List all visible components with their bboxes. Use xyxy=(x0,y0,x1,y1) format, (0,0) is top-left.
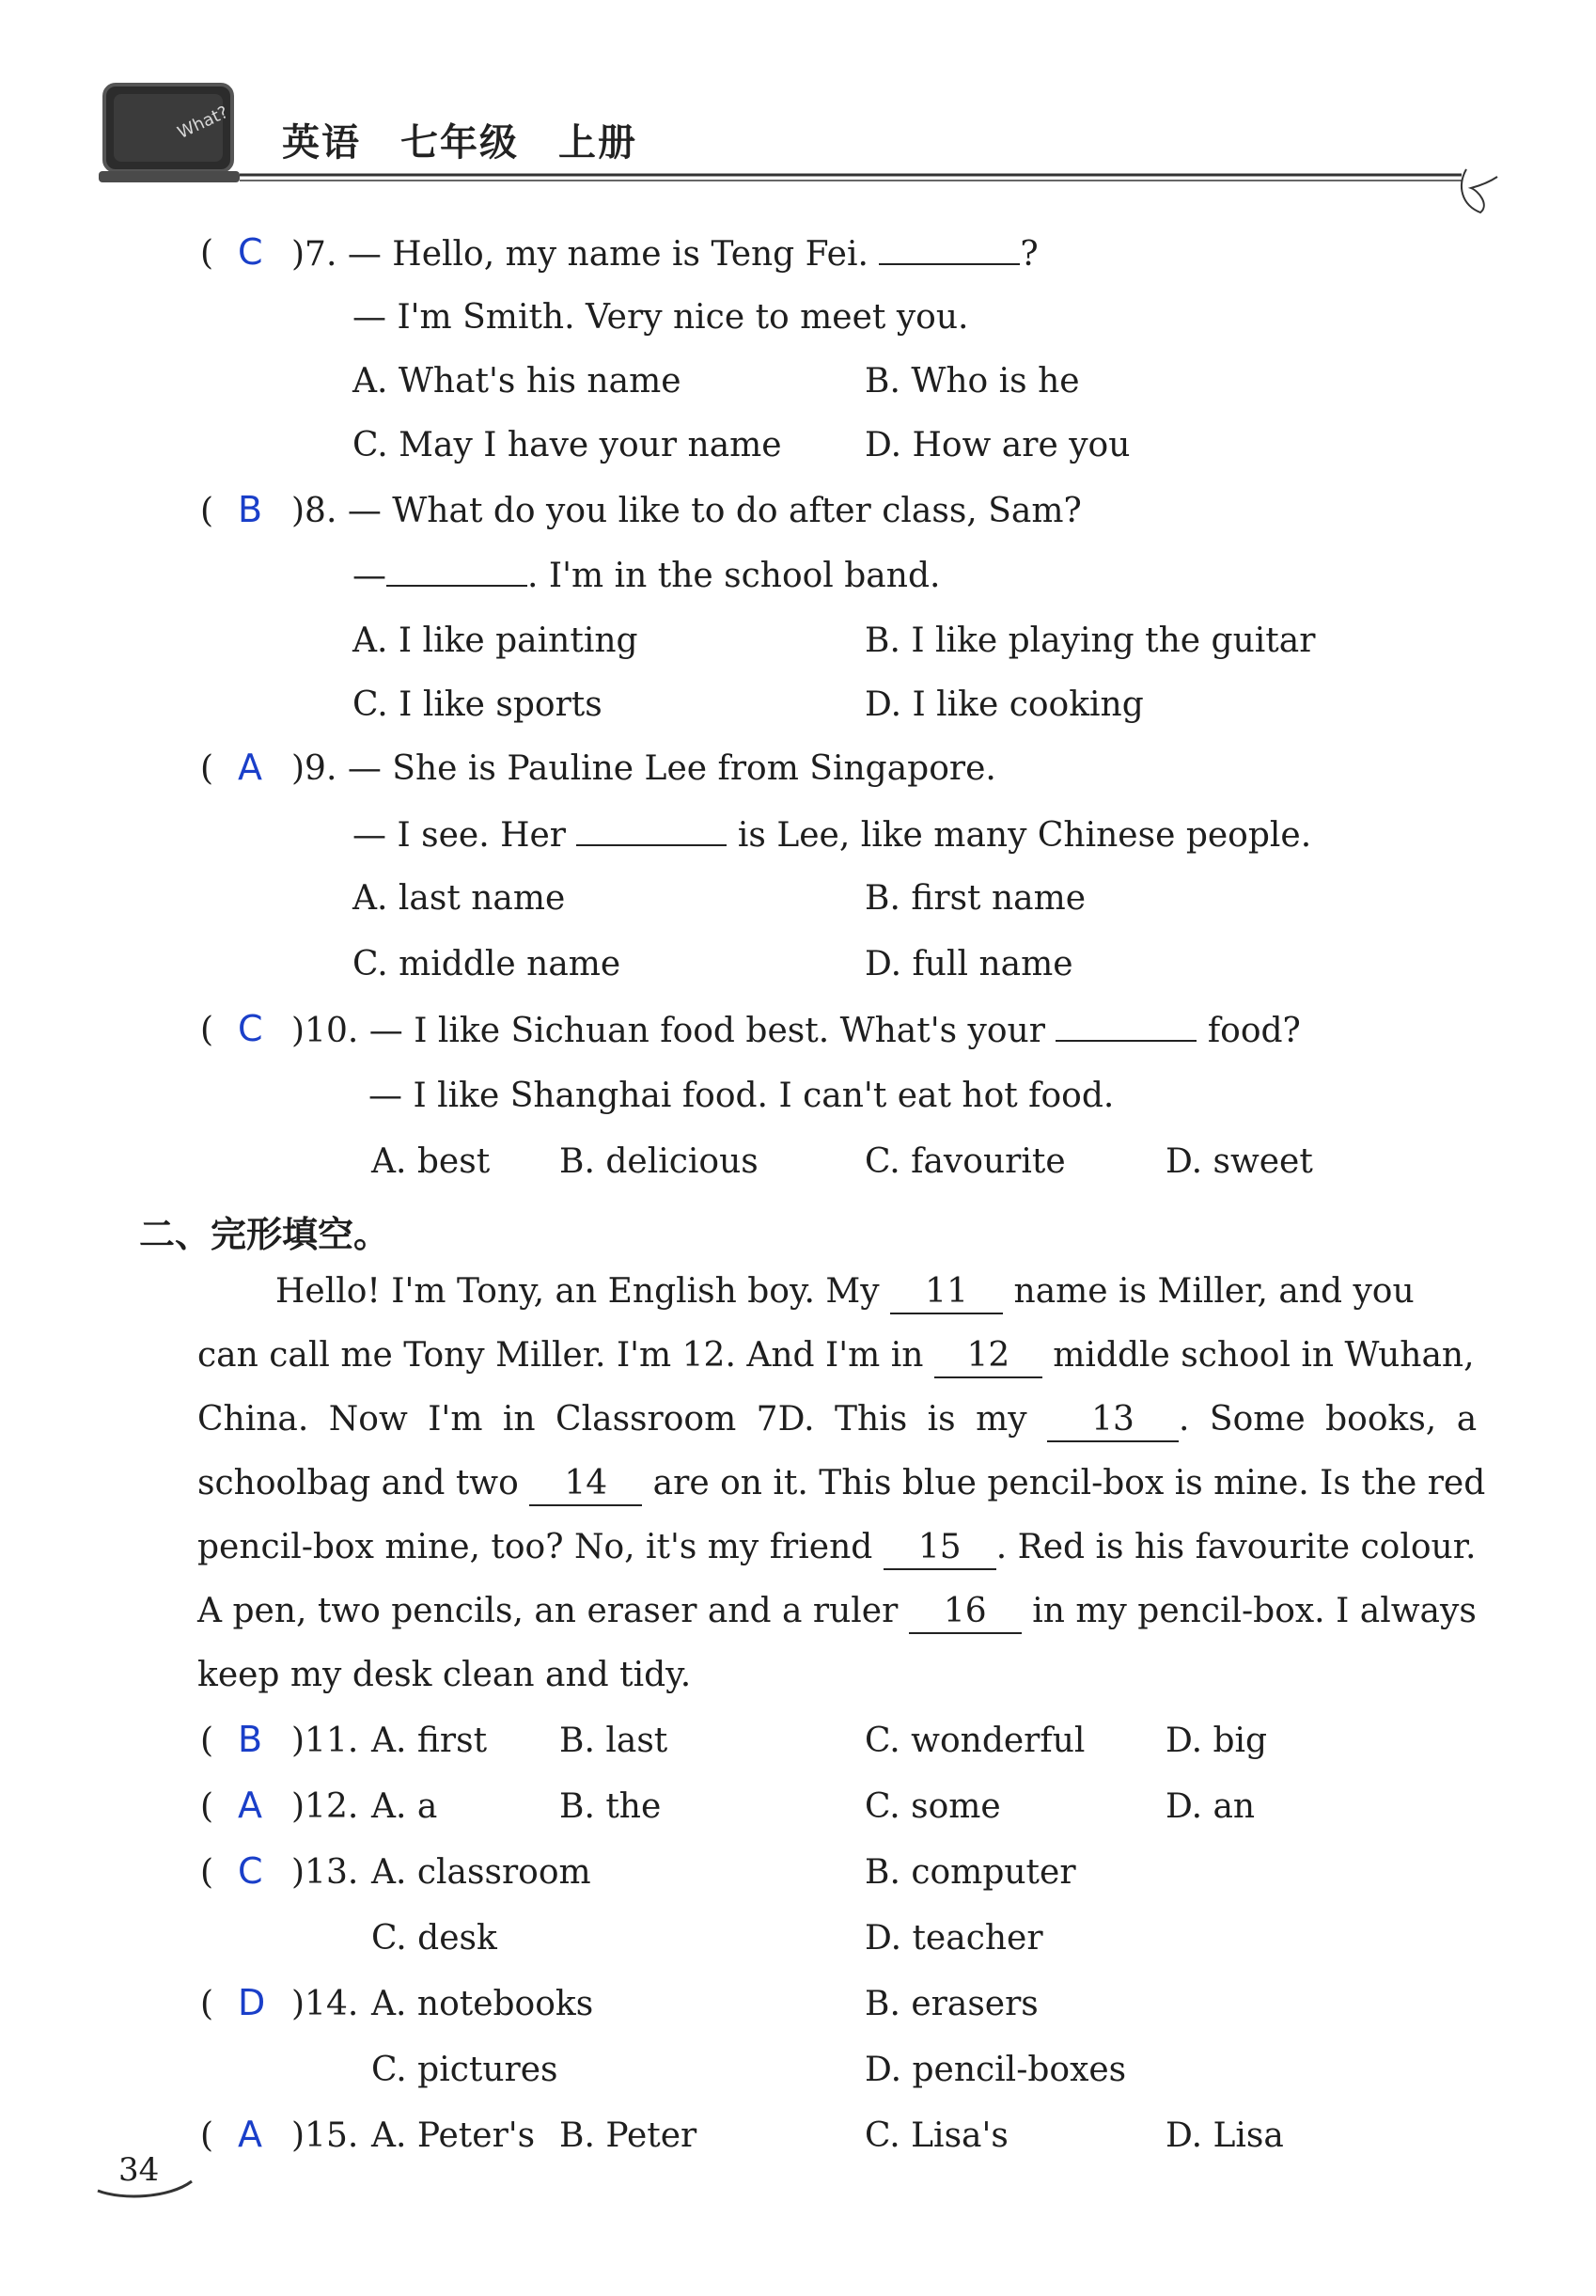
numbered-blank[interactable]: 14 xyxy=(529,1463,642,1506)
option[interactable]: B. computer xyxy=(865,1853,1076,1892)
answer-letter: A xyxy=(238,747,262,788)
answer-paren: ( xyxy=(200,1787,214,1826)
passage-line: can call me Tony Miller. I'm 12. And I'm in 12 middle school in Wuhan, xyxy=(197,1335,1475,1378)
answer-paren: ( xyxy=(200,2116,214,2155)
option[interactable]: B. first name xyxy=(865,879,1087,918)
question-number: )11. xyxy=(291,1722,359,1760)
answer-blank[interactable] xyxy=(879,233,1020,265)
answer-blank[interactable] xyxy=(1056,1010,1197,1042)
option[interactable]: A. What's his name xyxy=(352,362,681,401)
question-10-line2: — I like Shanghai food. I can't eat hot food. xyxy=(368,1077,1115,1115)
question-9-line2: — I see. Her is Lee, like many Chinese people. xyxy=(352,816,1312,855)
answer-paren: ( xyxy=(200,234,214,273)
option[interactable]: D. How are you xyxy=(865,426,1131,464)
answer-letter: C xyxy=(238,1850,263,1892)
option[interactable]: D. an xyxy=(1166,1787,1256,1826)
question-10-line1: )10. — I like Sichuan food best. What's your food? xyxy=(291,1012,1301,1050)
option[interactable]: D. sweet xyxy=(1166,1142,1313,1181)
option[interactable]: B. I like playing the guitar xyxy=(865,621,1316,660)
question-number: )15. xyxy=(291,2116,359,2155)
option[interactable]: D. teacher xyxy=(865,1919,1043,1958)
option[interactable]: A. I like painting xyxy=(352,621,638,660)
question-8-line1: )8. — What do you like to do after class, Sam? xyxy=(291,492,1082,530)
option[interactable]: A. a xyxy=(371,1787,438,1826)
option[interactable]: B. erasers xyxy=(865,1985,1039,2023)
passage-line: A pen, two pencils, an eraser and a ruler 16 in my pencil-box. I always xyxy=(197,1591,1477,1634)
numbered-blank[interactable]: 15 xyxy=(884,1527,996,1570)
answer-paren: ( xyxy=(200,492,214,530)
option[interactable]: B. last xyxy=(559,1722,668,1760)
question-number: )12. xyxy=(291,1787,359,1826)
option[interactable]: A. Peter's xyxy=(371,2116,536,2155)
question-8-line2: — . I'm in the school band. xyxy=(352,557,941,595)
option[interactable]: B. Peter xyxy=(559,2116,697,2155)
section-title: 二、完形填空。 xyxy=(139,1214,390,1255)
option[interactable]: D. big xyxy=(1166,1722,1268,1760)
option[interactable]: D. full name xyxy=(865,945,1073,983)
option[interactable]: D. pencil-boxes xyxy=(865,2051,1127,2089)
option[interactable]: C. May I have your name xyxy=(352,426,782,464)
question-number: )14. xyxy=(291,1985,359,2023)
option[interactable]: A. first xyxy=(371,1722,488,1760)
option[interactable]: A. best xyxy=(371,1142,491,1181)
answer-letter: C xyxy=(238,1008,263,1049)
option[interactable]: C. middle name xyxy=(352,945,621,983)
option[interactable]: C. pictures xyxy=(371,2051,558,2089)
option[interactable]: A. classroom xyxy=(371,1853,591,1892)
numbered-blank[interactable]: 16 xyxy=(909,1591,1022,1634)
option[interactable]: C. Lisa's xyxy=(865,2116,1009,2155)
question-9-line1: )9. — She is Pauline Lee from Singapore. xyxy=(291,749,996,788)
option[interactable]: B. the xyxy=(559,1787,662,1826)
answer-blank[interactable] xyxy=(576,814,727,846)
passage-line: keep my desk clean and tidy. xyxy=(197,1656,692,1694)
option[interactable]: D. I like cooking xyxy=(865,685,1144,724)
passage-line: schoolbag and two 14 are on it. This blue pencil-box is mine. Is the red xyxy=(197,1463,1485,1506)
answer-letter: A xyxy=(238,1785,262,1826)
answer-letter: A xyxy=(238,2114,262,2155)
question-7-line1: )7. — Hello, my name is Teng Fei. ? xyxy=(291,235,1039,274)
answer-letter: B xyxy=(238,1719,263,1760)
chalkboard-icon xyxy=(99,77,240,188)
svg-text:What?: What? xyxy=(174,102,232,143)
passage-line: China. Now I'm in Classroom 7D. This is my 13 . Some books, a xyxy=(197,1399,1477,1442)
answer-blank[interactable] xyxy=(386,555,527,587)
question-number: )13. xyxy=(291,1853,359,1892)
header-rule xyxy=(240,167,1499,224)
option[interactable]: D. Lisa xyxy=(1166,2116,1284,2155)
answer-letter: D xyxy=(238,1982,266,2023)
answer-paren: ( xyxy=(200,1722,214,1760)
passage-line: pencil-box mine, too? No, it's my friend 15 . Red is his favourite colour. xyxy=(197,1527,1476,1570)
question-7-line2: — I'm Smith. Very nice to meet you. xyxy=(352,298,969,337)
option[interactable]: C. wonderful xyxy=(865,1722,1086,1760)
option[interactable]: C. favourite xyxy=(865,1142,1066,1181)
page-number: 34 xyxy=(118,2151,160,2189)
option[interactable]: B. delicious xyxy=(559,1142,759,1181)
option[interactable]: B. Who is he xyxy=(865,362,1080,401)
passage-line: Hello! I'm Tony, an English boy. My 11 name is Miller, and you xyxy=(275,1271,1415,1314)
answer-letter: C xyxy=(238,231,263,273)
numbered-blank[interactable]: 12 xyxy=(934,1335,1042,1378)
answer-paren: ( xyxy=(200,1011,214,1049)
answer-paren: ( xyxy=(200,1853,214,1892)
answer-paren: ( xyxy=(200,1985,214,2023)
option[interactable]: A. notebooks xyxy=(371,1985,594,2023)
option[interactable]: C. I like sports xyxy=(352,685,602,724)
option[interactable]: C. desk xyxy=(371,1919,497,1958)
option[interactable]: C. some xyxy=(865,1787,1001,1826)
numbered-blank[interactable]: 11 xyxy=(890,1271,1003,1314)
answer-letter: B xyxy=(238,489,263,530)
numbered-blank[interactable]: 13 xyxy=(1047,1399,1179,1442)
option[interactable]: A. last name xyxy=(352,879,566,918)
header-title: 英语 七年级 上册 xyxy=(282,121,637,165)
answer-paren: ( xyxy=(200,749,214,788)
